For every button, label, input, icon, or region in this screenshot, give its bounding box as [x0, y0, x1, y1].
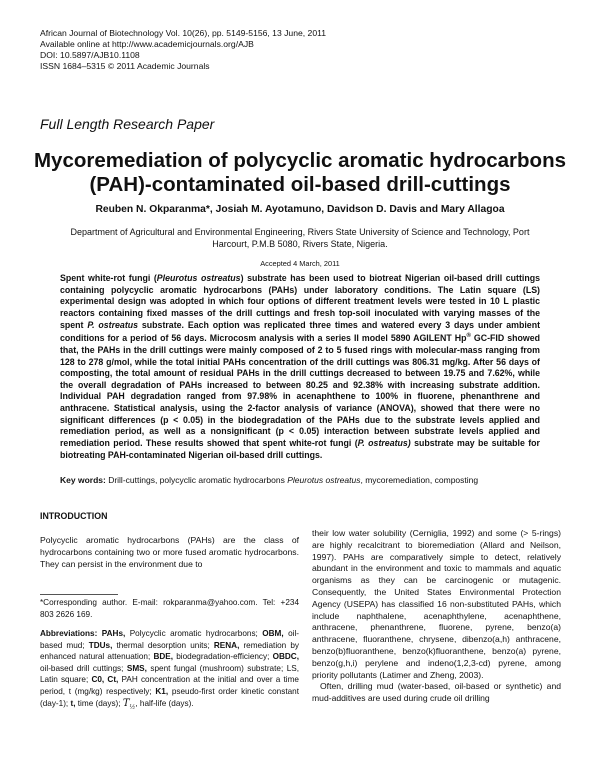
abbr-def: half-life (days).	[137, 698, 194, 708]
keywords	[60, 475, 540, 485]
authors: Reuben N. Okparanma*, Josiah M. Ayotamuno, Davidson D. Davis and Mary Allagoa	[95, 204, 505, 215]
affiliation: Department of Agricultural and Environmental Engineering, Rivers State University of Science and Technology, Port Harcourt, P.M.B 5080, Rivers State, Nigeria.	[70, 227, 530, 249]
half-life-symbol: $T_{\frac{1}{2}}$	[122, 697, 136, 711]
abbr-def: oil-based mud;	[40, 629, 300, 650]
intro-paragraph: Often, drilling mud (water-based, oil-based or synthetic) and mud-additives are used during crude oil drilling	[312, 681, 561, 704]
abstract-text: substrate may be suitable for biotreating PAH-contaminated Nigerian oil-based drill cuttings.	[60, 438, 540, 460]
section-heading-introduction: INTRODUCTION	[40, 511, 108, 521]
abbr-term: OBDC,	[269, 652, 299, 662]
abbr-def: pseudo-first order kinetic constant (day-1);	[40, 686, 299, 708]
abstract-text: ) substrate has been used to biotreat Nigerian oil-based drill cuttings containing polycyclic aromatic hydrocarbons (PAHs) under laboratory conditions. The Latin square (LS) experimental design was adopted in which four options of different treatment levels were tested in 10 L plastic reactors containing fixed masses of the drill cuttings and fresh top-soil inoculated with varying masses of the spent	[60, 273, 540, 330]
abbr-def: Polycyclic aromatic hydrocarbons;	[125, 629, 258, 638]
keywords-label: Key words:	[60, 475, 106, 485]
paper-title: Mycoremediation of polycyclic aromatic hydrocarbons (PAH)-contaminated oil-based drill-cuttings	[33, 149, 566, 196]
abbr-def: thermal desorption units;	[112, 640, 210, 650]
abstract-text: GC-FID showed that, the PAHs in the drill cuttings were mainly composed of 2 to 5 fused rings with molecular-mass ranging from 128 to 278 g/mol, while the total initial PAHs concentration of the drill cuttings was 806.31 mg/kg. After 56 days of composting, the total amount of residual PAHs in the drill cuttings decreased to between 19.75 and 7.62%, while the overall degradation of PAHs increased to between 80.25 and 92.38% with increasing substrate addition. Individual PAH degradation ranged from 97.98% in acenaphthene to 100% in fluorene, phenanthrene and anthracene. Statistical analysis, using the 2-factor analysis of variance (ANOVA), showed that there were no significant differences (p < 0.05) in the biodegradation of the PAHs due to the substrate levels applied and remediation period, as well as a nonsignificant (p < 0.05) interaction between substrate levels applied and remediation period. These results showed that spent white-rot fungi (	[60, 333, 540, 449]
abbr-term: BDE,	[150, 652, 174, 662]
abstract	[60, 273, 540, 461]
abbr-def: time (days);	[75, 698, 121, 708]
keywords-text: , mycoremediation, composting	[360, 475, 479, 485]
abstract-species: Pleurotus ostreatus	[156, 273, 241, 283]
abbr-term: TDUs,	[84, 640, 113, 650]
abbr-term: SMS,	[123, 663, 147, 673]
journal-url: Available online at http://www.academicjournals.org/AJB	[40, 39, 254, 49]
abstract-text: Spent white-rot fungi (	[60, 273, 157, 283]
abbr-def: spent fungal (mushroom) substrate; LS, Latin square;	[40, 663, 299, 685]
journal-header	[40, 28, 326, 72]
abbr-term: C0, Ct,	[88, 675, 119, 685]
keywords-species: Pleurotus ostreatus	[287, 475, 361, 485]
abbreviations: Abbreviations: PAHs, Polycyclic aromatic hydrocarbons; OBM, oil-based mud; TDUs, thermal desorption units; RENA, remediation by enhanced natural attenuation; BDE, biodegradation-efficiency; OBDC, oil-based drill cuttings; SMS, spent fungal (mushroom) substrate; LS, Latin square; C0, Ct, PAH concentration at the initial and over a time period, t (mg/kg) respectively; K1, pseudo-first order kinetic constant (day-1); t, time (days); $T_{\frac{1}{2}}$, half-life (days).	[40, 629, 300, 711]
issn: ISSN 1684–5315 © 2011 Academic Journals	[40, 61, 210, 71]
footnote-rule	[40, 594, 118, 595]
intro-right-column	[312, 528, 561, 705]
keywords-text: Drill-cuttings, polycyclic aromatic hydrocarbons	[105, 475, 288, 485]
journal-citation: African Journal of Biotechnology Vol. 10(26), pp. 5149-5156, 13 June, 2011	[40, 28, 327, 38]
abbr-def: remediation by enhanced natural attenuation;	[40, 640, 299, 662]
intro-paragraph: their low water solubility (Cerniglia, 1992) and some (> 5-rings) are highly recalcitrant to bioremediation (Allard and Neilson, 1997). PAHs are comparatively simple to detect, relatively abundant in the environment and toxic to mammals and aquatic organisms as they can be carcinogenic or mutagenic. Consequently, the United States Environmental Protection Agency (USEPA) has classified 16 non-substituted PAHs, which include naphthalene, acenaphthylene, acenaphthene, anthracene, phenanthrene, fluorene, pyrene, benzo(a) anthracene, fluoranthene, chrysene, dibenzo(a,h) anthracene, benzo(b)fluoranthene, benzo(k)fluoranthene, benzo(a) pyrene, benzo(g,h,i) perylene and indeno(1,2,3-cd) pyrene, among priority pollutants (Latimer and Zheng, 2003).	[312, 528, 561, 680]
abbr-term: OBM,	[257, 629, 284, 638]
abbr-def: oil-based drill cuttings;	[40, 663, 124, 673]
abstract-species: P. ostreatus	[87, 319, 139, 330]
abstract-species: P. ostreatus)	[357, 438, 411, 449]
corresponding-author-footnote: *Corresponding author. E-mail: rokparanma@yahoo.com. Tel: +234 803 2626 169.	[40, 598, 299, 619]
doi: DOI: 10.5897/AJB10.1108	[40, 50, 140, 60]
abbr-def: biodegradation-efficiency;	[173, 652, 270, 662]
abbr-term: t,	[68, 698, 76, 708]
abbr-term: RENA,	[209, 640, 240, 650]
accepted-date: Accepted 4 March, 2011	[260, 259, 340, 268]
registered-mark: ®	[466, 333, 471, 340]
paper-type: Full Length Research Paper	[40, 116, 215, 132]
intro-left-column: Polycyclic aromatic hydrocarbons (PAHs) are the class of hydrocarbons containing two or more fused aromatic hydrocarbons. They can persist in the environment due to	[40, 535, 299, 569]
abbr-def: PAH concentration at the initial and over a time period, t (mg/kg) respectively;	[40, 675, 299, 696]
abbr-term: K1,	[151, 686, 169, 696]
abbreviations-label: Abbreviations:	[40, 629, 98, 638]
abbr-term: PAHs,	[97, 629, 126, 638]
abstract-text: substrate. Each option was replicated three times and watered every 3 days under ambient conditions for a period of 56 days. Microcosm analysis with a series II model 5890 AGILENT Hp	[60, 319, 540, 344]
